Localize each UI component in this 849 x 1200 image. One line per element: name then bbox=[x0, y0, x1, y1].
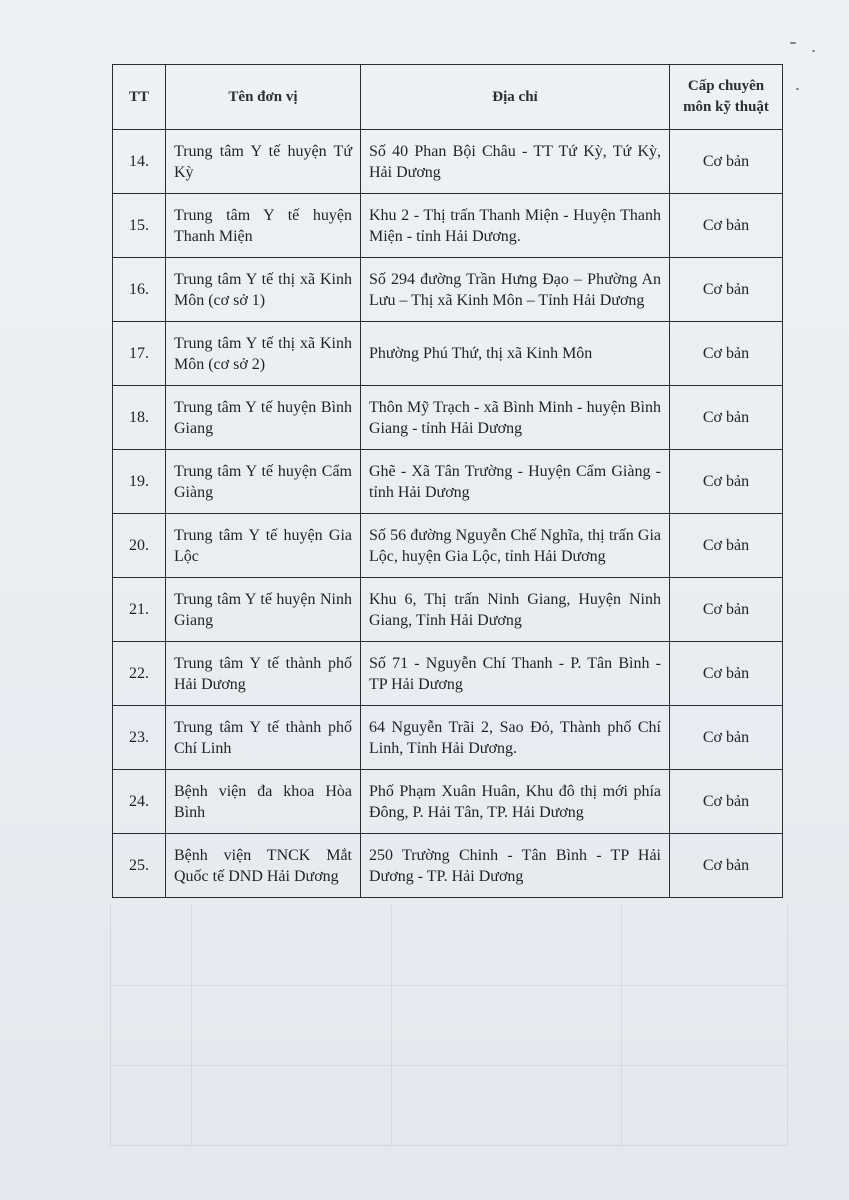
row-number: 17. bbox=[113, 322, 166, 386]
technical-level-cell: Cơ bản bbox=[670, 834, 783, 898]
address-cell: Khu 2 - Thị trấn Thanh Miện - Huyện Thanh Miện - tỉnh Hải Dương. bbox=[361, 194, 670, 258]
table-body bbox=[113, 130, 783, 898]
header-technical-level: Cấp chuyên môn kỹ thuật bbox=[670, 65, 783, 130]
unit-name-cell: Trung tâm Y tế huyện Ninh Giang bbox=[166, 578, 361, 642]
table-row bbox=[113, 706, 783, 770]
row-number: 14. bbox=[113, 130, 166, 194]
address-cell: Số 71 - Nguyễn Chí Thanh - P. Tân Bình - TP Hải Dương bbox=[361, 642, 670, 706]
row-number: 16. bbox=[113, 258, 166, 322]
unit-name-cell: Trung tâm Y tế thị xã Kinh Môn (cơ sở 2) bbox=[166, 322, 361, 386]
table-row bbox=[113, 578, 783, 642]
address-cell: Số 56 đường Nguyễn Chế Nghĩa, thị trấn Gia Lộc, huyện Gia Lộc, tỉnh Hải Dương bbox=[361, 514, 670, 578]
table-row bbox=[113, 834, 783, 898]
table-row bbox=[113, 194, 783, 258]
address-cell: Số 40 Phan Bội Châu - TT Tứ Kỳ, Tứ Kỳ, Hải Dương bbox=[361, 130, 670, 194]
address-cell: 250 Trường Chinh - Tân Bình - TP Hải Dương - TP. Hải Dương bbox=[361, 834, 670, 898]
row-number: 24. bbox=[113, 770, 166, 834]
row-number: 15. bbox=[113, 194, 166, 258]
technical-level-cell: Cơ bản bbox=[670, 386, 783, 450]
unit-name-cell: Trung tâm Y tế huyện Bình Giang bbox=[166, 386, 361, 450]
address-cell: Phố Phạm Xuân Huân, Khu đô thị mới phía Đông, P. Hải Tân, TP. Hải Dương bbox=[361, 770, 670, 834]
unit-name-cell: Bệnh viện đa khoa Hòa Bình bbox=[166, 770, 361, 834]
technical-level-cell: Cơ bản bbox=[670, 194, 783, 258]
address-cell: Khu 6, Thị trấn Ninh Giang, Huyện Ninh Giang, Tỉnh Hải Dương bbox=[361, 578, 670, 642]
unit-name-cell: Trung tâm Y tế thành phố Hải Dương bbox=[166, 642, 361, 706]
unit-name-cell: Trung tâm Y tế thị xã Kinh Môn (cơ sở 1) bbox=[166, 258, 361, 322]
medical-facilities-table bbox=[112, 64, 783, 898]
address-cell: Phường Phú Thứ, thị xã Kinh Môn bbox=[361, 322, 670, 386]
unit-name-cell: Trung tâm Y tế huyện Cẩm Giàng bbox=[166, 450, 361, 514]
table-row bbox=[113, 386, 783, 450]
header-unit-name: Tên đơn vị bbox=[166, 65, 361, 130]
table-row bbox=[113, 770, 783, 834]
technical-level-cell: Cơ bản bbox=[670, 258, 783, 322]
technical-level-cell: Cơ bản bbox=[670, 642, 783, 706]
row-number: 20. bbox=[113, 514, 166, 578]
scan-speck bbox=[796, 88, 799, 90]
row-number: 22. bbox=[113, 642, 166, 706]
scan-speck bbox=[812, 50, 815, 52]
address-cell: Số 294 đường Trần Hưng Đạo – Phường An Lưu – Thị xã Kinh Môn – Tỉnh Hải Dương bbox=[361, 258, 670, 322]
technical-level-cell: Cơ bản bbox=[670, 514, 783, 578]
technical-level-cell: Cơ bản bbox=[670, 450, 783, 514]
table-row bbox=[113, 450, 783, 514]
bleed-through-table bbox=[110, 905, 788, 1146]
technical-level-cell: Cơ bản bbox=[670, 706, 783, 770]
table-row bbox=[113, 642, 783, 706]
address-cell: Thôn Mỹ Trạch - xã Bình Minh - huyện Bình Giang - tỉnh Hải Dương bbox=[361, 386, 670, 450]
technical-level-cell: Cơ bản bbox=[670, 770, 783, 834]
table-row bbox=[113, 322, 783, 386]
address-cell: 64 Nguyễn Trãi 2, Sao Đỏ, Thành phố Chí Linh, Tỉnh Hải Dương. bbox=[361, 706, 670, 770]
scan-speck bbox=[790, 42, 796, 44]
table-row bbox=[113, 130, 783, 194]
address-cell: Ghẽ - Xã Tân Trường - Huyện Cẩm Giàng - tỉnh Hải Dương bbox=[361, 450, 670, 514]
row-number: 23. bbox=[113, 706, 166, 770]
header-tt: TT bbox=[113, 65, 166, 130]
unit-name-cell: Trung tâm Y tế huyện Gia Lộc bbox=[166, 514, 361, 578]
header-address: Địa chỉ bbox=[361, 65, 670, 130]
row-number: 21. bbox=[113, 578, 166, 642]
unit-name-cell: Trung tâm Y tế huyện Thanh Miện bbox=[166, 194, 361, 258]
technical-level-cell: Cơ bản bbox=[670, 578, 783, 642]
row-number: 19. bbox=[113, 450, 166, 514]
technical-level-cell: Cơ bản bbox=[670, 322, 783, 386]
table-row bbox=[113, 514, 783, 578]
technical-level-cell: Cơ bản bbox=[670, 130, 783, 194]
unit-name-cell: Bệnh viện TNCK Mắt Quốc tế DND Hải Dương bbox=[166, 834, 361, 898]
row-number: 18. bbox=[113, 386, 166, 450]
table-row bbox=[113, 258, 783, 322]
table-header-row bbox=[113, 65, 783, 130]
row-number: 25. bbox=[113, 834, 166, 898]
unit-name-cell: Trung tâm Y tế huyện Tứ Kỳ bbox=[166, 130, 361, 194]
unit-name-cell: Trung tâm Y tế thành phố Chí Linh bbox=[166, 706, 361, 770]
